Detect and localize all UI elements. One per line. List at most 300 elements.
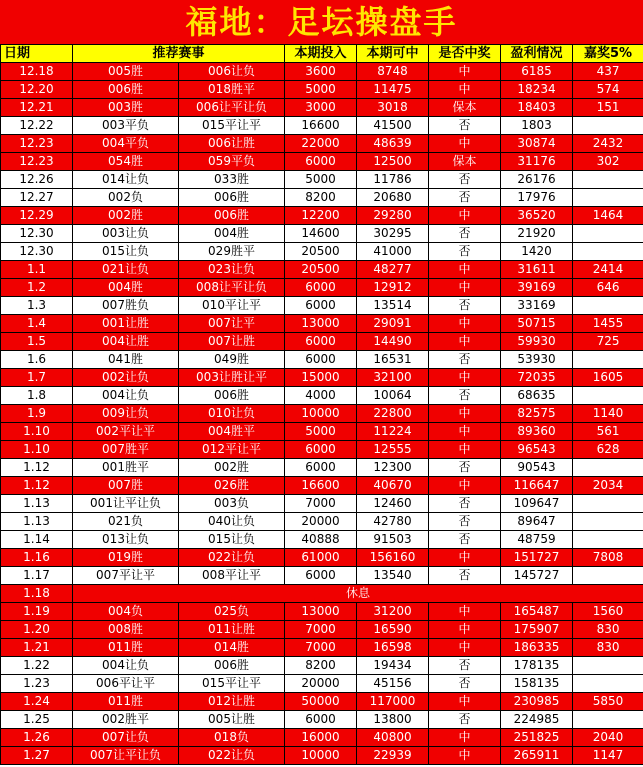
table-row — [1, 711, 643, 729]
header-profit: 盈利情况 — [501, 45, 573, 63]
table-row — [1, 117, 643, 135]
results-table — [0, 44, 643, 765]
cell-bonus: 7808 — [573, 549, 643, 567]
cell-stake: 6000 — [285, 351, 357, 369]
cell-date: 1.27 — [1, 747, 73, 765]
cell-date: 12.23 — [1, 135, 73, 153]
cell-pick1: 007让平让负 — [73, 747, 179, 765]
cell-profit: 1420 — [501, 243, 573, 261]
cell-stake: 5000 — [285, 171, 357, 189]
cell-pick1: 015让负 — [73, 243, 179, 261]
cell-pick1: 004让负 — [73, 387, 179, 405]
cell-result: 中 — [429, 405, 501, 423]
cell-profit: 230985 — [501, 693, 573, 711]
cell-payout: 48639 — [357, 135, 429, 153]
cell-date: 1.14 — [1, 531, 73, 549]
cell-pick2: 014胜 — [179, 639, 285, 657]
cell-bonus: 302 — [573, 153, 643, 171]
cell-stake: 16600 — [285, 477, 357, 495]
cell-pick2: 023让负 — [179, 261, 285, 279]
table-row — [1, 495, 643, 513]
cell-result: 中 — [429, 441, 501, 459]
cell-pick2: 012平让平 — [179, 441, 285, 459]
cell-result: 否 — [429, 387, 501, 405]
table-row — [1, 693, 643, 711]
cell-pick1: 003让负 — [73, 225, 179, 243]
cell-payout: 29091 — [357, 315, 429, 333]
cell-result: 否 — [429, 495, 501, 513]
cell-pick1: 019胜 — [73, 549, 179, 567]
cell-result: 中 — [429, 549, 501, 567]
cell-stake: 50000 — [285, 693, 357, 711]
cell-stake: 5000 — [285, 81, 357, 99]
cell-rest: 休息 — [73, 585, 643, 603]
cell-payout: 19434 — [357, 657, 429, 675]
cell-stake: 7000 — [285, 621, 357, 639]
cell-payout: 12912 — [357, 279, 429, 297]
table-row — [1, 261, 643, 279]
table-row — [1, 99, 643, 117]
cell-payout: 41000 — [357, 243, 429, 261]
cell-payout: 22939 — [357, 747, 429, 765]
cell-stake: 6000 — [285, 441, 357, 459]
cell-profit: 151727 — [501, 549, 573, 567]
cell-payout: 11475 — [357, 81, 429, 99]
cell-date: 1.7 — [1, 369, 73, 387]
cell-result: 保本 — [429, 99, 501, 117]
cell-bonus: 151 — [573, 99, 643, 117]
cell-stake: 8200 — [285, 189, 357, 207]
cell-result: 否 — [429, 657, 501, 675]
cell-stake: 4000 — [285, 387, 357, 405]
page-title: 福地：足坛操盘手 — [0, 0, 643, 44]
cell-bonus: 1560 — [573, 603, 643, 621]
cell-stake: 20000 — [285, 675, 357, 693]
cell-result: 中 — [429, 315, 501, 333]
cell-date: 1.16 — [1, 549, 73, 567]
cell-payout: 40670 — [357, 477, 429, 495]
table-row — [1, 603, 643, 621]
header-bonus: 嘉奖5% — [573, 45, 643, 63]
cell-pick1: 005胜 — [73, 63, 179, 81]
cell-result: 否 — [429, 711, 501, 729]
cell-profit: 89360 — [501, 423, 573, 441]
table-row — [1, 729, 643, 747]
cell-pick1: 004让负 — [73, 657, 179, 675]
cell-bonus: 2414 — [573, 261, 643, 279]
cell-result: 中 — [429, 63, 501, 81]
cell-profit: 48759 — [501, 531, 573, 549]
cell-bonus — [573, 117, 643, 135]
cell-stake: 10000 — [285, 747, 357, 765]
cell-pick2: 025负 — [179, 603, 285, 621]
cell-result: 中 — [429, 333, 501, 351]
cell-result: 中 — [429, 621, 501, 639]
cell-bonus: 725 — [573, 333, 643, 351]
cell-payout: 13540 — [357, 567, 429, 585]
cell-pick2: 029胜平 — [179, 243, 285, 261]
cell-bonus: 2040 — [573, 729, 643, 747]
cell-pick2: 007让平 — [179, 315, 285, 333]
cell-stake: 6000 — [285, 297, 357, 315]
cell-date: 1.12 — [1, 459, 73, 477]
cell-pick2: 049胜 — [179, 351, 285, 369]
cell-bonus: 646 — [573, 279, 643, 297]
cell-payout: 45156 — [357, 675, 429, 693]
header-stake: 本期投入 — [285, 45, 357, 63]
cell-pick2: 059平负 — [179, 153, 285, 171]
cell-date: 1.6 — [1, 351, 73, 369]
table-row — [1, 639, 643, 657]
table-row — [1, 585, 643, 603]
cell-stake: 7000 — [285, 495, 357, 513]
cell-pick2: 004胜平 — [179, 423, 285, 441]
cell-date: 1.8 — [1, 387, 73, 405]
cell-profit: 175907 — [501, 621, 573, 639]
cell-date: 12.30 — [1, 225, 73, 243]
cell-pick1: 013让负 — [73, 531, 179, 549]
header-date: 日期 — [1, 45, 73, 63]
cell-pick1: 004胜 — [73, 279, 179, 297]
cell-pick2: 007让胜 — [179, 333, 285, 351]
cell-pick1: 001让胜 — [73, 315, 179, 333]
cell-result: 否 — [429, 531, 501, 549]
cell-stake: 6000 — [285, 153, 357, 171]
table-row — [1, 279, 643, 297]
cell-bonus: 437 — [573, 63, 643, 81]
cell-date: 1.2 — [1, 279, 73, 297]
cell-profit: 96543 — [501, 441, 573, 459]
cell-stake: 6000 — [285, 711, 357, 729]
table-row — [1, 459, 643, 477]
table-row — [1, 567, 643, 585]
cell-date: 12.22 — [1, 117, 73, 135]
cell-profit: 31176 — [501, 153, 573, 171]
cell-stake: 13000 — [285, 603, 357, 621]
cell-stake: 20000 — [285, 513, 357, 531]
cell-stake: 61000 — [285, 549, 357, 567]
cell-payout: 14490 — [357, 333, 429, 351]
cell-pick2: 003让胜让平 — [179, 369, 285, 387]
cell-result: 否 — [429, 243, 501, 261]
cell-result: 中 — [429, 369, 501, 387]
cell-payout: 30295 — [357, 225, 429, 243]
cell-profit: 109647 — [501, 495, 573, 513]
cell-pick1: 006胜 — [73, 81, 179, 99]
header-row — [1, 45, 643, 63]
table-row — [1, 171, 643, 189]
cell-result: 否 — [429, 675, 501, 693]
cell-stake: 3600 — [285, 63, 357, 81]
cell-payout: 22800 — [357, 405, 429, 423]
cell-bonus: 830 — [573, 621, 643, 639]
cell-result: 否 — [429, 567, 501, 585]
cell-pick1: 004让胜 — [73, 333, 179, 351]
cell-pick2: 026胜 — [179, 477, 285, 495]
table-row — [1, 549, 643, 567]
cell-date: 12.20 — [1, 81, 73, 99]
cell-pick2: 006让负 — [179, 63, 285, 81]
cell-payout: 12500 — [357, 153, 429, 171]
cell-pick2: 006让平让负 — [179, 99, 285, 117]
table-row — [1, 135, 643, 153]
cell-pick1: 007让负 — [73, 729, 179, 747]
cell-pick2: 015平让平 — [179, 675, 285, 693]
cell-profit: 18403 — [501, 99, 573, 117]
cell-bonus: 561 — [573, 423, 643, 441]
table-row — [1, 369, 643, 387]
table-row — [1, 153, 643, 171]
cell-stake: 6000 — [285, 333, 357, 351]
cell-profit: 39169 — [501, 279, 573, 297]
cell-result: 否 — [429, 225, 501, 243]
cell-bonus: 2432 — [573, 135, 643, 153]
cell-pick2: 006胜 — [179, 387, 285, 405]
cell-date: 1.5 — [1, 333, 73, 351]
cell-date: 1.22 — [1, 657, 73, 675]
table-row — [1, 513, 643, 531]
table-body — [1, 63, 643, 765]
cell-profit: 6185 — [501, 63, 573, 81]
cell-payout: 16590 — [357, 621, 429, 639]
cell-bonus — [573, 495, 643, 513]
cell-stake: 5000 — [285, 423, 357, 441]
cell-profit: 1803 — [501, 117, 573, 135]
header-payout: 本期可中 — [357, 45, 429, 63]
cell-stake: 6000 — [285, 279, 357, 297]
cell-pick1: 002平让平 — [73, 423, 179, 441]
cell-pick2: 006胜 — [179, 207, 285, 225]
cell-pick1: 007胜负 — [73, 297, 179, 315]
cell-stake: 40888 — [285, 531, 357, 549]
cell-bonus — [573, 675, 643, 693]
cell-bonus — [573, 387, 643, 405]
cell-result: 中 — [429, 603, 501, 621]
cell-profit: 59930 — [501, 333, 573, 351]
cell-date: 12.18 — [1, 63, 73, 81]
cell-date: 1.4 — [1, 315, 73, 333]
cell-pick1: 008胜 — [73, 621, 179, 639]
cell-payout: 3018 — [357, 99, 429, 117]
cell-profit: 165487 — [501, 603, 573, 621]
table-row — [1, 477, 643, 495]
cell-payout: 20680 — [357, 189, 429, 207]
cell-payout: 12300 — [357, 459, 429, 477]
cell-payout: 13514 — [357, 297, 429, 315]
cell-payout: 10064 — [357, 387, 429, 405]
cell-bonus: 574 — [573, 81, 643, 99]
cell-date: 12.29 — [1, 207, 73, 225]
cell-pick1: 001让平让负 — [73, 495, 179, 513]
cell-result: 中 — [429, 729, 501, 747]
cell-bonus: 1464 — [573, 207, 643, 225]
cell-result: 否 — [429, 171, 501, 189]
cell-stake: 6000 — [285, 567, 357, 585]
cell-pick1: 007胜平 — [73, 441, 179, 459]
cell-profit: 31611 — [501, 261, 573, 279]
cell-pick2: 022让负 — [179, 549, 285, 567]
table-row — [1, 621, 643, 639]
cell-profit: 50715 — [501, 315, 573, 333]
cell-date: 12.27 — [1, 189, 73, 207]
cell-pick1: 009让负 — [73, 405, 179, 423]
cell-pick1: 014让负 — [73, 171, 179, 189]
cell-date: 1.23 — [1, 675, 73, 693]
cell-result: 否 — [429, 351, 501, 369]
cell-stake: 14600 — [285, 225, 357, 243]
table-row — [1, 423, 643, 441]
cell-bonus: 1455 — [573, 315, 643, 333]
cell-date: 1.9 — [1, 405, 73, 423]
table-row — [1, 243, 643, 261]
cell-pick2: 022让负 — [179, 747, 285, 765]
cell-result: 中 — [429, 279, 501, 297]
cell-bonus — [573, 189, 643, 207]
cell-profit: 21920 — [501, 225, 573, 243]
cell-result: 中 — [429, 261, 501, 279]
cell-pick1: 006平让平 — [73, 675, 179, 693]
cell-pick1: 007胜 — [73, 477, 179, 495]
cell-pick2: 006胜 — [179, 657, 285, 675]
table-row — [1, 387, 643, 405]
cell-bonus: 5850 — [573, 693, 643, 711]
cell-payout: 41500 — [357, 117, 429, 135]
cell-date: 12.30 — [1, 243, 73, 261]
cell-pick2: 018胜平 — [179, 81, 285, 99]
table-row — [1, 81, 643, 99]
cell-payout: 8748 — [357, 63, 429, 81]
cell-bonus: 1147 — [573, 747, 643, 765]
cell-pick1: 004平负 — [73, 135, 179, 153]
cell-date: 12.21 — [1, 99, 73, 117]
cell-bonus — [573, 459, 643, 477]
cell-profit: 36520 — [501, 207, 573, 225]
cell-stake: 13000 — [285, 315, 357, 333]
cell-pick2: 003负 — [179, 495, 285, 513]
cell-profit: 158135 — [501, 675, 573, 693]
cell-result: 否 — [429, 297, 501, 315]
cell-profit: 72035 — [501, 369, 573, 387]
cell-result: 中 — [429, 477, 501, 495]
cell-result: 否 — [429, 459, 501, 477]
cell-profit: 178135 — [501, 657, 573, 675]
cell-bonus — [573, 351, 643, 369]
cell-result: 否 — [429, 189, 501, 207]
table-row — [1, 657, 643, 675]
table-row — [1, 63, 643, 81]
cell-date: 1.20 — [1, 621, 73, 639]
cell-pick2: 033胜 — [179, 171, 285, 189]
cell-profit: 265911 — [501, 747, 573, 765]
cell-bonus: 830 — [573, 639, 643, 657]
cell-pick2: 008让平让负 — [179, 279, 285, 297]
cell-result: 否 — [429, 117, 501, 135]
cell-payout: 40800 — [357, 729, 429, 747]
table-row — [1, 333, 643, 351]
cell-date: 1.19 — [1, 603, 73, 621]
cell-profit: 224985 — [501, 711, 573, 729]
cell-date: 1.10 — [1, 441, 73, 459]
cell-pick1: 002让负 — [73, 369, 179, 387]
cell-stake: 22000 — [285, 135, 357, 153]
cell-stake: 20500 — [285, 243, 357, 261]
cell-pick2: 004胜 — [179, 225, 285, 243]
table-row — [1, 675, 643, 693]
cell-profit: 53930 — [501, 351, 573, 369]
cell-result: 中 — [429, 135, 501, 153]
cell-date: 1.3 — [1, 297, 73, 315]
table-row — [1, 747, 643, 765]
cell-date: 1.18 — [1, 585, 73, 603]
cell-profit: 89647 — [501, 513, 573, 531]
cell-result: 中 — [429, 747, 501, 765]
cell-result: 中 — [429, 207, 501, 225]
cell-stake: 10000 — [285, 405, 357, 423]
cell-bonus: 1605 — [573, 369, 643, 387]
cell-stake: 6000 — [285, 459, 357, 477]
table-row — [1, 351, 643, 369]
cell-profit: 82575 — [501, 405, 573, 423]
cell-bonus — [573, 711, 643, 729]
cell-payout: 42780 — [357, 513, 429, 531]
cell-bonus: 1140 — [573, 405, 643, 423]
cell-pick2: 010平让平 — [179, 297, 285, 315]
cell-pick1: 002负 — [73, 189, 179, 207]
cell-bonus — [573, 657, 643, 675]
cell-pick2: 008平让平 — [179, 567, 285, 585]
cell-bonus: 2034 — [573, 477, 643, 495]
table-row — [1, 297, 643, 315]
cell-bonus — [573, 297, 643, 315]
cell-bonus — [573, 225, 643, 243]
cell-payout: 12460 — [357, 495, 429, 513]
cell-bonus: 628 — [573, 441, 643, 459]
table-row — [1, 315, 643, 333]
cell-payout: 16531 — [357, 351, 429, 369]
cell-pick1: 011胜 — [73, 639, 179, 657]
cell-stake: 15000 — [285, 369, 357, 387]
cell-payout: 31200 — [357, 603, 429, 621]
table-row — [1, 207, 643, 225]
cell-date: 1.25 — [1, 711, 73, 729]
cell-pick1: 001胜平 — [73, 459, 179, 477]
cell-payout: 32100 — [357, 369, 429, 387]
cell-profit: 145727 — [501, 567, 573, 585]
cell-bonus — [573, 243, 643, 261]
cell-pick2: 010让负 — [179, 405, 285, 423]
cell-pick2: 002胜 — [179, 459, 285, 477]
cell-date: 1.26 — [1, 729, 73, 747]
cell-date: 1.24 — [1, 693, 73, 711]
cell-stake: 20500 — [285, 261, 357, 279]
cell-date: 1.10 — [1, 423, 73, 441]
cell-pick1: 002胜平 — [73, 711, 179, 729]
cell-date: 1.1 — [1, 261, 73, 279]
table-row — [1, 225, 643, 243]
cell-pick2: 015平让平 — [179, 117, 285, 135]
header-picks: 推荐赛事 — [73, 45, 285, 63]
cell-profit: 116647 — [501, 477, 573, 495]
cell-profit: 90543 — [501, 459, 573, 477]
cell-pick2: 011让胜 — [179, 621, 285, 639]
cell-payout: 12555 — [357, 441, 429, 459]
cell-result: 中 — [429, 639, 501, 657]
cell-bonus — [573, 531, 643, 549]
cell-pick2: 005让胜 — [179, 711, 285, 729]
cell-bonus — [573, 567, 643, 585]
cell-pick1: 007平让平 — [73, 567, 179, 585]
table-row — [1, 441, 643, 459]
